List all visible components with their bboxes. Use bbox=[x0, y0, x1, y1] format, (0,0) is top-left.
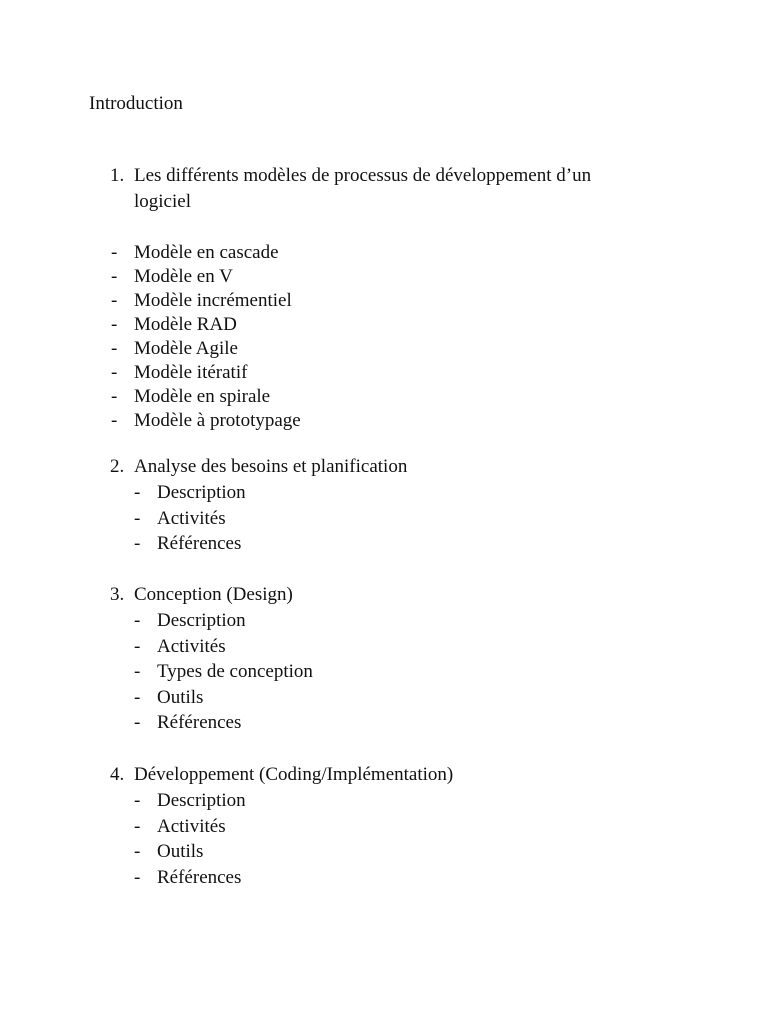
list-item-label: Description bbox=[157, 482, 246, 503]
list-item-label: Description bbox=[157, 790, 246, 811]
list-item bbox=[0, 385, 768, 409]
section-1-number: 1. bbox=[110, 165, 125, 186]
section-3-list bbox=[0, 608, 768, 736]
dash-marker: - bbox=[111, 386, 118, 407]
list-item-label: Activités bbox=[157, 815, 226, 837]
dash-marker: - bbox=[134, 712, 141, 734]
list-item-label: Modèle incrémentiel bbox=[134, 290, 292, 311]
dash-marker: - bbox=[111, 338, 118, 359]
list-item bbox=[0, 839, 768, 865]
list-item bbox=[0, 865, 768, 891]
list-item bbox=[0, 788, 768, 814]
dash-marker: - bbox=[134, 533, 141, 555]
list-item-label: Types de conception bbox=[157, 661, 313, 683]
list-item-label: Activités bbox=[157, 507, 226, 529]
list-item bbox=[0, 506, 768, 532]
dash-marker: - bbox=[111, 290, 118, 311]
section-1 bbox=[0, 163, 768, 215]
list-item-label: Modèle en spirale bbox=[134, 386, 271, 407]
list-item bbox=[0, 313, 768, 337]
section-4 bbox=[0, 762, 768, 890]
list-item-label: Description bbox=[157, 610, 246, 631]
list-item bbox=[0, 608, 768, 634]
dash-marker: - bbox=[111, 362, 118, 383]
list-item bbox=[0, 480, 768, 506]
dash-marker: - bbox=[134, 841, 141, 863]
list-item-label: Outils bbox=[157, 686, 204, 708]
dash-marker: - bbox=[111, 266, 118, 287]
list-item bbox=[0, 361, 768, 385]
intro-heading: Introduction bbox=[89, 93, 183, 114]
list-item bbox=[0, 337, 768, 361]
list-item-label: Modèle Agile bbox=[134, 338, 238, 359]
dash-marker: - bbox=[134, 507, 141, 529]
list-item bbox=[0, 710, 768, 736]
dash-marker: - bbox=[111, 242, 118, 263]
section-3-number: 3. bbox=[110, 584, 125, 605]
list-item-label: Modèle en cascade bbox=[134, 242, 279, 263]
list-item-label: Références bbox=[157, 533, 242, 555]
section-3-title: Conception (Design) bbox=[134, 584, 293, 605]
dash-marker: - bbox=[111, 410, 118, 431]
list-item bbox=[0, 409, 768, 433]
list-item bbox=[0, 659, 768, 685]
list-item bbox=[0, 289, 768, 313]
list-item-label: Références bbox=[157, 712, 242, 734]
section-3-heading bbox=[0, 582, 768, 608]
list-item-label: Outils bbox=[157, 841, 204, 863]
section-2-heading bbox=[0, 454, 768, 480]
list-item-label: Modèle à prototypage bbox=[134, 410, 301, 431]
list-item-label: Références bbox=[157, 866, 242, 888]
dash-marker: - bbox=[134, 482, 141, 503]
list-item bbox=[0, 531, 768, 557]
section-2-title: Analyse des besoins et planification bbox=[134, 456, 408, 477]
section-3 bbox=[0, 582, 768, 736]
section-4-title: Développement (Coding/Implémentation) bbox=[134, 764, 454, 785]
section-1-list bbox=[0, 241, 768, 433]
section-4-number: 4. bbox=[110, 764, 125, 785]
dash-marker: - bbox=[134, 610, 141, 631]
list-item bbox=[0, 634, 768, 660]
dash-marker: - bbox=[134, 635, 141, 657]
list-item-label: Activités bbox=[157, 635, 226, 657]
section-4-heading bbox=[0, 762, 768, 788]
dash-marker: - bbox=[134, 815, 141, 837]
dash-marker: - bbox=[134, 686, 141, 708]
dash-marker: - bbox=[111, 314, 118, 335]
list-item-label: Modèle en V bbox=[134, 266, 233, 287]
list-item bbox=[0, 685, 768, 711]
dash-marker: - bbox=[134, 866, 141, 888]
section-2 bbox=[0, 454, 768, 557]
dash-marker: - bbox=[134, 661, 141, 683]
list-item bbox=[0, 814, 768, 840]
section-2-number: 2. bbox=[110, 456, 125, 477]
list-item bbox=[0, 265, 768, 289]
section-2-list bbox=[0, 480, 768, 557]
section-1-title: Les différents modèles de processus de développement d’un logiciel bbox=[134, 165, 592, 212]
list-item-label: Modèle itératif bbox=[134, 362, 248, 383]
dash-marker: - bbox=[134, 790, 141, 811]
list-item-label: Modèle RAD bbox=[134, 314, 237, 335]
section-4-list bbox=[0, 788, 768, 890]
section-1-heading bbox=[0, 163, 768, 215]
list-item bbox=[0, 241, 768, 265]
